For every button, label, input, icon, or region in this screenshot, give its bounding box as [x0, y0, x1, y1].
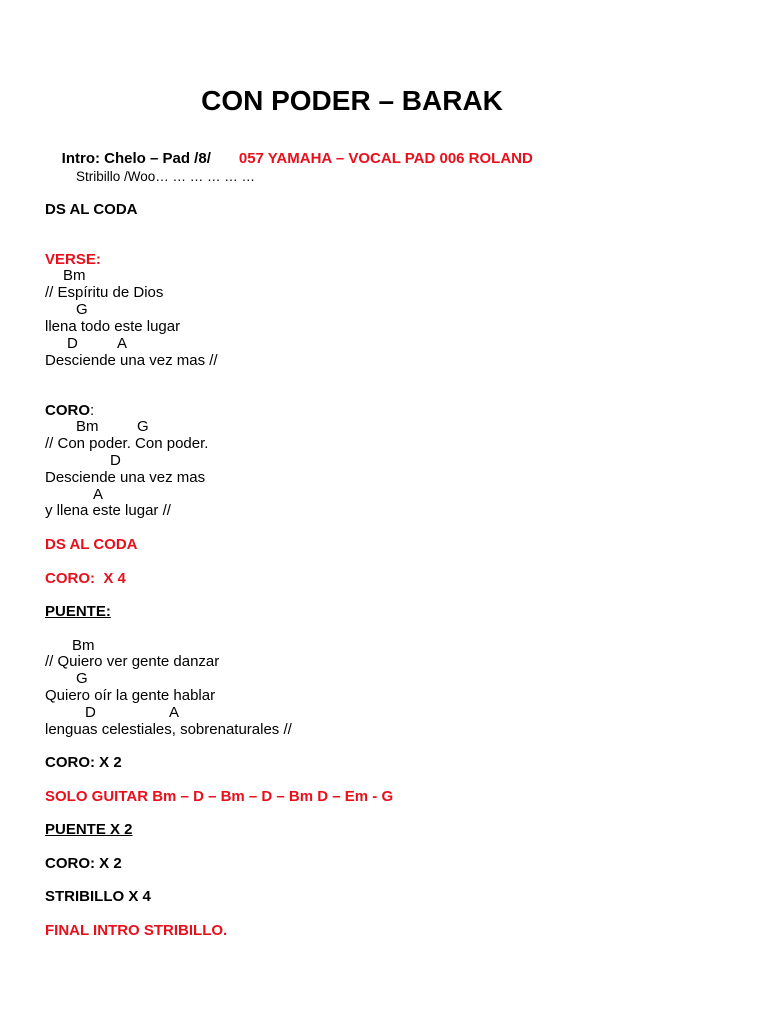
verse-lyric-2: llena todo este lugar	[45, 318, 181, 335]
coro-lyric-1: // Con poder. Con poder.	[45, 435, 209, 452]
coro-heading-line	[45, 402, 94, 419]
verse-lyric-3: Desciende una vez mas //	[45, 352, 218, 369]
solo-guitar: SOLO GUITAR Bm – D – Bm – D – Bm D – Em - G	[45, 788, 394, 805]
puente-chord-1: Bm	[72, 637, 95, 654]
verse-lyric-1: // Espíritu de Dios	[45, 284, 164, 301]
puente-lyric-2: Quiero oír la gente hablar	[45, 687, 216, 704]
stribillo-x4: STRIBILLO X 4	[45, 888, 151, 905]
puente-chord-2: G	[76, 670, 88, 687]
puente-lyric-3: lenguas celestiales, sobrenaturales //	[45, 721, 292, 738]
verse-chord-3b: A	[117, 335, 128, 352]
ds-al-coda-2: DS AL CODA	[45, 536, 138, 553]
page-title: CON PODER – BARAK	[201, 85, 503, 116]
intro-sound: 057 YAMAHA – VOCAL PAD 006 ROLAND	[238, 150, 533, 167]
verse-heading: VERSE:	[45, 251, 101, 268]
puente-heading: PUENTE:	[45, 603, 111, 620]
coro-chord-1a: Bm	[76, 418, 99, 435]
final-line: FINAL INTRO STRIBILLO.	[45, 922, 228, 939]
verse-chord-1: Bm	[63, 267, 86, 284]
coro-heading: CORO	[45, 402, 90, 419]
coro-chord-1b: G	[137, 418, 149, 435]
verse-chord-3a: D	[67, 335, 78, 352]
coro-chord-3: A	[93, 486, 104, 503]
coro-x2-b: CORO: X 2	[45, 855, 122, 872]
puente-x2: PUENTE X 2	[45, 821, 133, 838]
coro-x2-a: CORO: X 2	[45, 754, 122, 771]
coro-x4: CORO: X 4	[45, 570, 126, 587]
coro-lyric-2: Desciende una vez mas	[45, 469, 206, 486]
puente-lyric-1: // Quiero ver gente danzar	[45, 653, 220, 670]
coro-colon: :	[90, 402, 95, 419]
coro-chord-2: D	[110, 452, 121, 469]
puente-chord-3a: D	[85, 704, 96, 721]
ds-al-coda-1: DS AL CODA	[45, 201, 138, 218]
verse-chord-2: G	[76, 301, 88, 318]
stribillo-line: Stribillo /Woo… … … … … …	[76, 169, 256, 184]
intro-label: Intro: Chelo – Pad /8/	[61, 150, 211, 167]
coro-lyric-3: y llena este lugar //	[45, 502, 171, 519]
puente-chord-3b: A	[169, 704, 180, 721]
